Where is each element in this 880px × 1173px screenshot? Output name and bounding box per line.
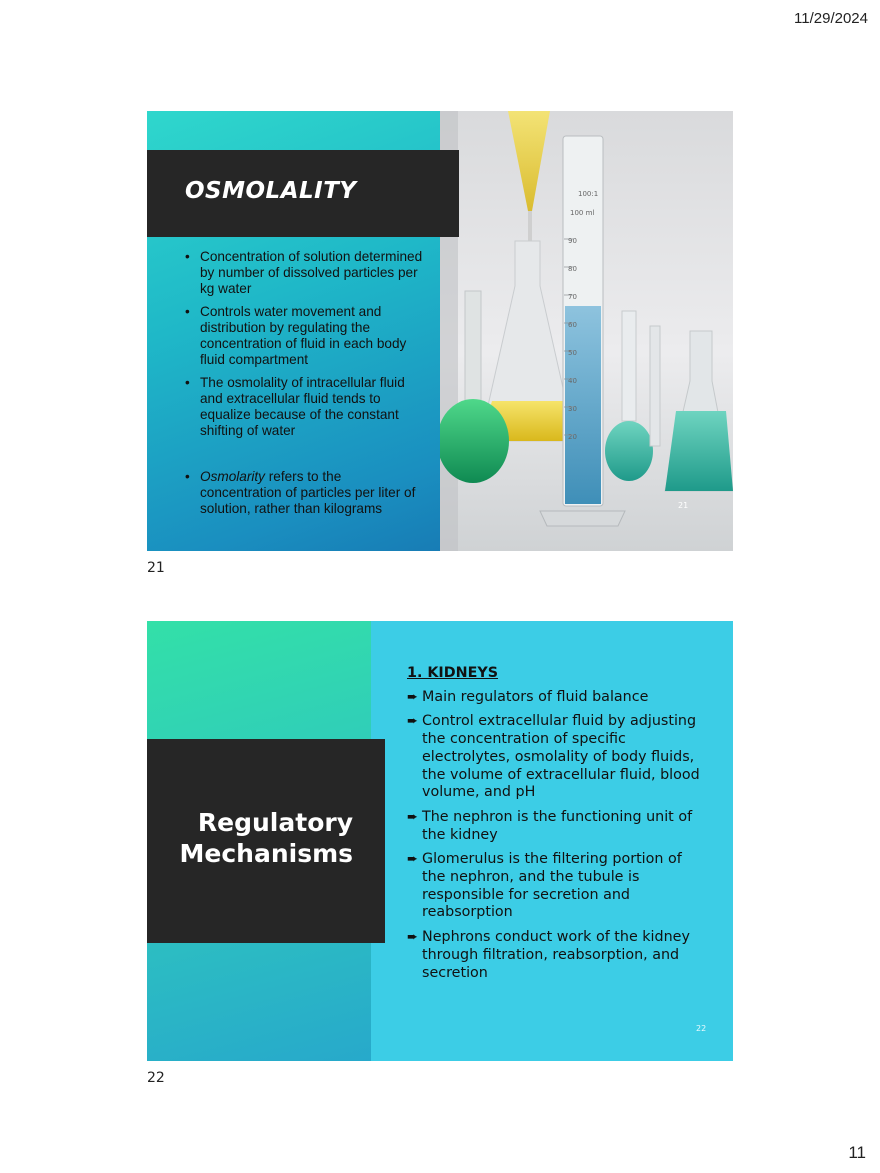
cylinder-mark: 100 ml — [570, 209, 595, 217]
slide-regulatory-mechanisms — [147, 621, 733, 1061]
slide-number: 21 — [678, 501, 689, 510]
arrow-bullet-icon: ➨ — [407, 809, 418, 825]
slide-number: 22 — [696, 1024, 707, 1033]
cylinder-mark: 20 — [568, 433, 577, 441]
title-line: Regulatory — [197, 808, 353, 837]
italic-term: Osmolarity — [200, 469, 265, 484]
list-item: • The osmolality of intracellular fluid and extracellular fluid tends to equalize because of the constant shifting of water — [171, 375, 423, 439]
cylinder-mark: 70 — [568, 293, 577, 301]
print-date: 11/29/2024 — [794, 10, 868, 27]
list-item-text: refers to the concentration of particles per liter of solution, rather than kilograms — [200, 469, 416, 516]
list-item-text: Glomerulus is the filtering portion of the nephron, and the tubule is responsible for secretion and reabsorption — [422, 851, 682, 921]
bullet-list — [171, 249, 423, 524]
list-item-text: Control extracellular fluid by adjusting the concentration of specific electrolytes, osmolality of body fluids, the volume of extracellular fluid, blood volume, and pH — [422, 713, 700, 801]
cylinder-mark: 50 — [568, 349, 577, 357]
title-line: Mechanisms — [179, 839, 353, 868]
lab-glassware-photo — [440, 111, 733, 551]
list-item — [407, 713, 707, 802]
slide-label: 21 — [147, 560, 165, 576]
cylinder-mark: 60 — [568, 321, 577, 329]
cylinder-mark: 80 — [568, 265, 577, 273]
section-heading: 1. KIDNEYS — [407, 665, 499, 681]
list-item: • Concentration of solution determined by number of dissolved particles per kg water — [171, 249, 423, 297]
list-item — [171, 469, 423, 517]
slide-osmolality — [147, 111, 733, 551]
slide-content — [407, 665, 707, 989]
lab-glassware-illustration — [440, 111, 733, 551]
cylinder-mark: 90 — [568, 237, 577, 245]
slide-title-box — [147, 150, 459, 237]
list-item — [407, 689, 707, 707]
list-item — [407, 809, 707, 844]
list-item-text: The nephron is the functioning unit of the kidney — [422, 808, 693, 843]
arrow-bullet-icon: ➨ — [407, 689, 418, 705]
slide-label: 22 — [147, 1070, 165, 1086]
arrow-bullet-icon: ➨ — [407, 930, 418, 946]
cylinder-mark: 40 — [568, 377, 577, 385]
list-item — [407, 851, 707, 922]
slide-title — [180, 807, 354, 869]
arrow-bullet-icon: ➨ — [407, 714, 418, 730]
cylinder-mark: 100:1 — [578, 190, 599, 198]
slide-title-box — [147, 739, 385, 943]
list-item-text: Main regulators of fluid balance — [422, 688, 649, 705]
cylinder-mark: 30 — [568, 405, 577, 413]
list-item-text: Nephrons conduct work of the kidney through filtration, reabsorption, and secretion — [422, 929, 690, 981]
page-number: 11 — [848, 1143, 866, 1162]
slide-title: OSMOLALITY — [185, 178, 357, 204]
list-item — [407, 929, 707, 982]
arrow-bullet-icon: ➨ — [407, 852, 418, 868]
list-item: • Controls water movement and distribution by regulating the concentration of fluid in each body fluid compartment — [171, 304, 423, 368]
